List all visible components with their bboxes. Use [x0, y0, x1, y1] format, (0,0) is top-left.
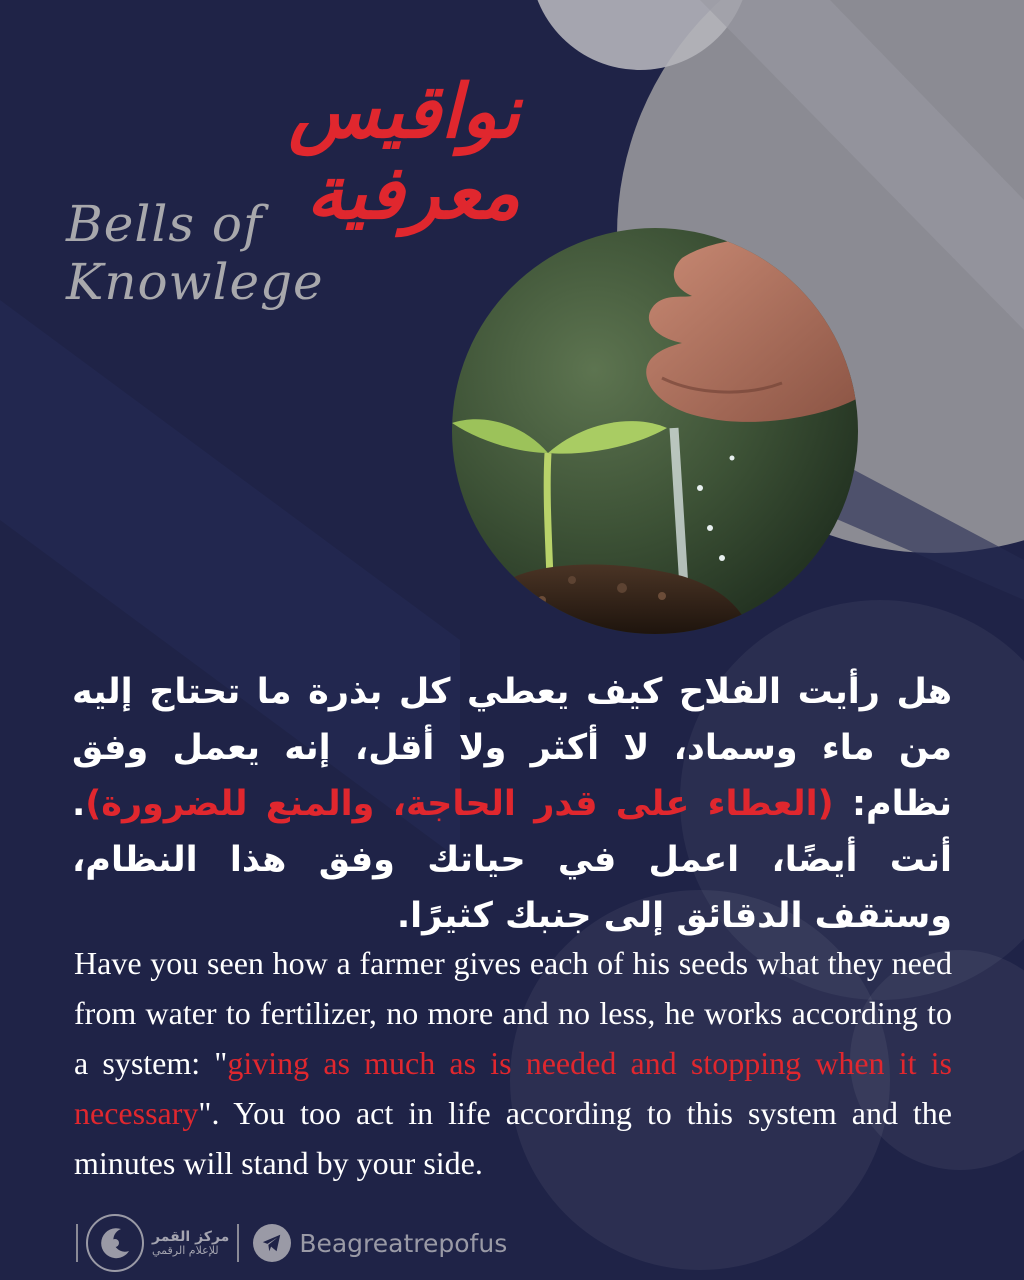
logo-line1: مركز القمر	[152, 1228, 230, 1245]
arabic-text-part1: هل رأيت الفلاح كيف يعطي كل بذرة ما تحتاج إليه من ماء وسماد، لا أكثر ولا أقل، إنه يعمل وفق نظام:	[72, 672, 952, 824]
logo-text	[152, 1229, 229, 1258]
arabic-highlight: (العطاء على قدر الحاجة، والمنع للضرورة)	[85, 784, 834, 824]
divider-middle	[237, 1224, 239, 1262]
telegram-handle[interactable]: Beagreatrepofus	[299, 1228, 508, 1258]
divider-left	[76, 1224, 78, 1262]
english-text-part2: ". You too act in life according to this system and the minutes will stand by your side.	[74, 1095, 952, 1181]
arabic-text-part2: . أنت أيضًا، اعمل في حياتك وفق هذا النظام، وستقف الدقائق إلى جنبك كثيرًا.	[72, 784, 952, 936]
title-arabic: نواقيس معرفية	[288, 69, 520, 237]
arabic-paragraph	[72, 664, 952, 944]
seedling-watering-photo	[452, 228, 858, 634]
logo-line2: للإعلام الرقمي	[152, 1243, 219, 1257]
title-english: Bells of Knowlege	[66, 195, 324, 311]
english-paragraph	[74, 938, 952, 1188]
english-highlight: giving as much as is needed and stopping when it is necessary	[74, 1045, 953, 1131]
footer	[68, 1212, 507, 1274]
moon-center-logo-icon	[86, 1214, 144, 1272]
telegram-icon[interactable]	[253, 1224, 291, 1262]
english-text-part1: Have you seen how a farmer gives each of his seeds what they need from water to fertilizer, no more and no less, he works according to a system: "	[74, 945, 952, 1081]
seedling-photo-illustration	[452, 228, 858, 634]
